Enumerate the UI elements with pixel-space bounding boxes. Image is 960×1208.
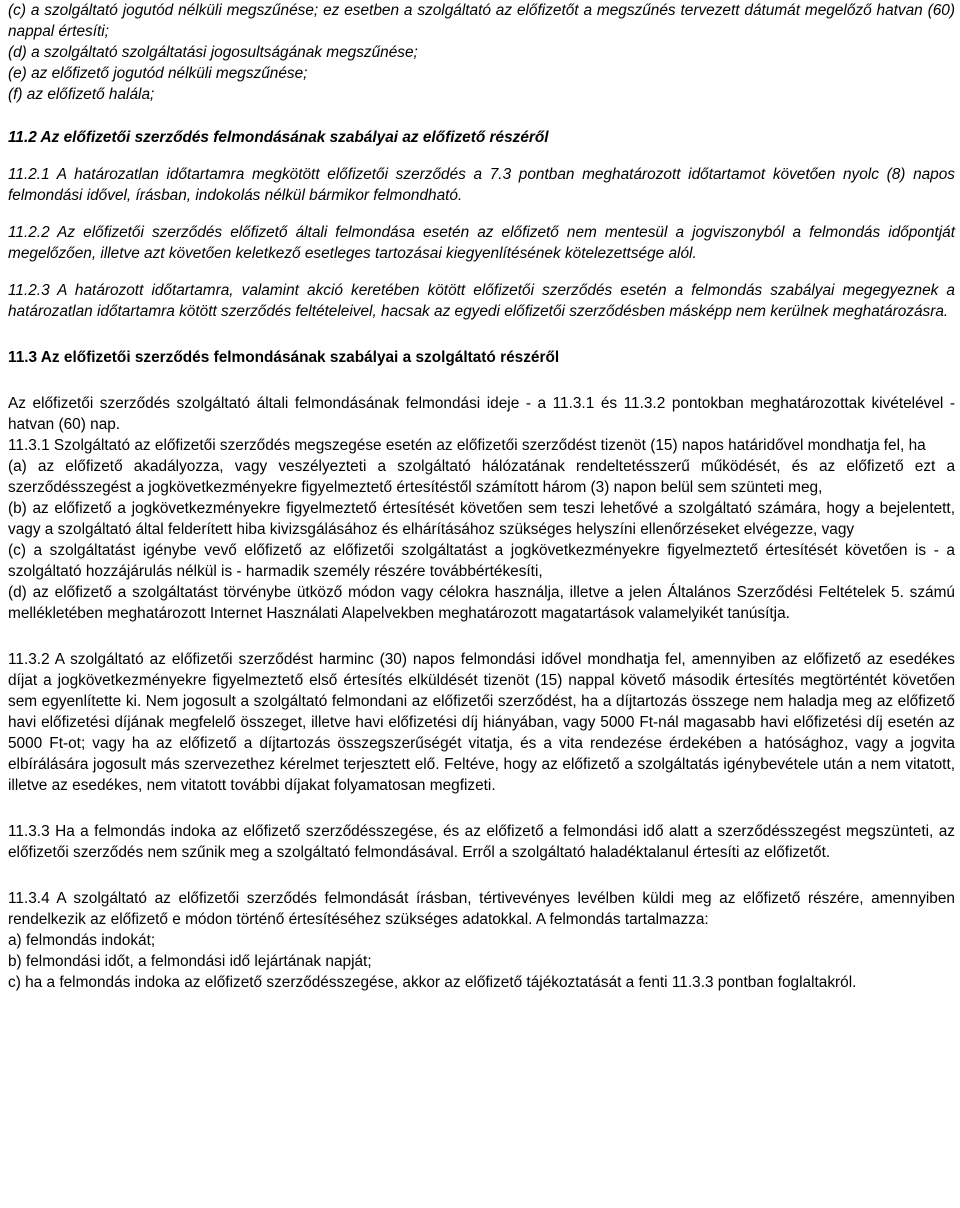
list-item-b: (b) az előfizető a jogkövetkezményekre figyelmeztető értesítését követően sem teszi lehetővé a szolgáltató számára, hogy a bejelentett, vagy a szolgáltató által felderített hiba kivizsgálásához és elhárításához szükséges helyszíni ellenőrzéseket elvégezze, vagy [8, 500, 955, 538]
list-item-d: (d) az előfizető a szolgáltatást törvénybe ütköző módon vagy célokra használja, illetve a jelen Általános Szerződési Feltételek 5. számú mellékletében meghatározott Internet Használati Alapelvekben meghatározott magatartások valamelyikét tanúsítja. [8, 584, 955, 622]
paragraph-11-3-1 [8, 435, 955, 624]
list-item-a: (a) az előfizető akadályozza, vagy veszélyezteti a szolgáltató hálózatának rendeltetésszerű működését, és az előfizető ezt a szerződésszegést a jogkövetkezményekre figyelmeztető értesítéstől számított három (3) napon belül sem szünteti meg, [8, 458, 955, 496]
list-item-e: (e) az előfizető jogutód nélküli megszűnése; [8, 65, 308, 82]
paragraph-11-2-3: 11.2.3 A határozott időtartamra, valamint akció keretében kötött előfizetői szerződés esetén a felmondás szabályai megegyeznek a határozatlan időtartamra kötött szerződés feltételeivel, hacsak az egyedi előfizetői szerződésben másképp nem kerülnek meghatározásra. [8, 282, 955, 320]
section-heading-11-3: 11.3 Az előfizetői szerződés felmondásának szabályai a szolgáltató részéről [8, 349, 560, 366]
paragraph-11-2-2: 11.2.2 Az előfizetői szerződés előfizető általi felmondása esetén az előfizető nem mentesül a jogviszonyból a felmondás időpontját megelőzően, illetve azt követően keletkező esetleges tartozásai kiegyenlítésének kötelezettsége alól. [8, 224, 955, 262]
paragraph-11-3-2: 11.3.2 A szolgáltató az előfizetői szerződést harminc (30) napos felmondási idővel mondhatja fel, amennyiben az előfizető az esedékes díjat a jogkövetkezményekre figyelmeztető első értesítés elküldését tizenöt (15) nappal követő második értesítés megtörténtét követően sem egyenlítette ki. Nem jogosult a szolgáltató felmondani az előfizetői szerződést, ha a díjtartozás összege nem haladja meg az előfizető havi előfizetési díjának megfelelő összeget, illetve havi előfizetési díj hiányában, vagy 5000 Ft-nál magasabb havi előfizetési díj esetén az 5000 Ft-ot; vagy ha az előfizető a díjtartozás összegszerűségét vitatja, és a vita rendezése érdekében a hatósághoz, vagy a jogvita elbírálására jogosult más szervezethez kérelmet terjesztett elő. Feltéve, hogy az előfizető a szolgáltatás igénybevétele után a nem vitatott, illetve az esedékes, nem vitatott további díjakat folyamatosan megfizeti. [8, 651, 955, 794]
paragraph-11-3-3: 11.3.3 Ha a felmondás indoka az előfizető szerződésszegése, és az előfizető a felmondási idő alatt a szerződésszegést megszünteti, az előfizetői szerződés nem szűnik meg a szolgáltató felmondásával. Erről a szolgáltató haladéktalanul értesíti az előfizetőt. [8, 823, 955, 861]
list-item-f: (f) az előfizető halála; [8, 86, 155, 103]
paragraph-11-2-1: 11.2.1 A határozatlan időtartamra megkötött előfizetői szerződés a 7.3 pontban meghatározott időtartamot követően nyolc (8) napos felmondási idővel, írásban, indokolás nélkül bármikor felmondható. [8, 166, 955, 204]
paragraph-11-3-1-lead: 11.3.1 Szolgáltató az előfizetői szerződés megszegése esetén az előfizetői szerződést tizenöt (15) napos határidővel mondhatja fel, ha [8, 437, 926, 454]
list-item-a: a) felmondás indokát; [8, 932, 156, 949]
list-item-b: b) felmondási időt, a felmondási idő lejártának napját; [8, 953, 372, 970]
section-heading-11-2: 11.2 Az előfizetői szerződés felmondásának szabályai az előfizető részéről [8, 129, 549, 146]
list-item-c: (c) a szolgáltató jogutód nélküli megszűnése; ez esetben a szolgáltató az előfizetőt a megszűnés tervezett dátumát megelőző hatvan (60) nappal értesíti; [8, 2, 955, 40]
paragraph-11-3-intro: Az előfizetői szerződés szolgáltató általi felmondásának felmondási ideje - a 11.3.1 és 11.3.2 pontokban meghatározottak kivételével - hatvan (60) nap. [8, 395, 955, 433]
list-item-c: (c) a szolgáltatást igénybe vevő előfizető az előfizetői szolgáltatást a jogkövetkezményekre figyelmeztető értesítését követően is - a szolgáltató hozzájárulás nélkül is - harmadik személy részére továbbértékesíti, [8, 542, 955, 580]
paragraph-11-3-4 [8, 888, 955, 993]
paragraph-11-3-4-lead: 11.3.4 A szolgáltató az előfizetői szerződés felmondását írásban, tértivevényes levélben küldi meg az előfizető részére, amennyiben rendelkezik az előfizető e módon történő értesítéséhez szükséges adatokkal. A felmondás tartalmazza: [8, 890, 955, 928]
list-item-d: (d) a szolgáltató szolgáltatási jogosultságának megszűnése; [8, 44, 418, 61]
list-item-c: c) ha a felmondás indoka az előfizető szerződésszegése, akkor az előfizető tájékoztatását a fenti 11.3.3 pontban foglaltakról. [8, 974, 857, 991]
